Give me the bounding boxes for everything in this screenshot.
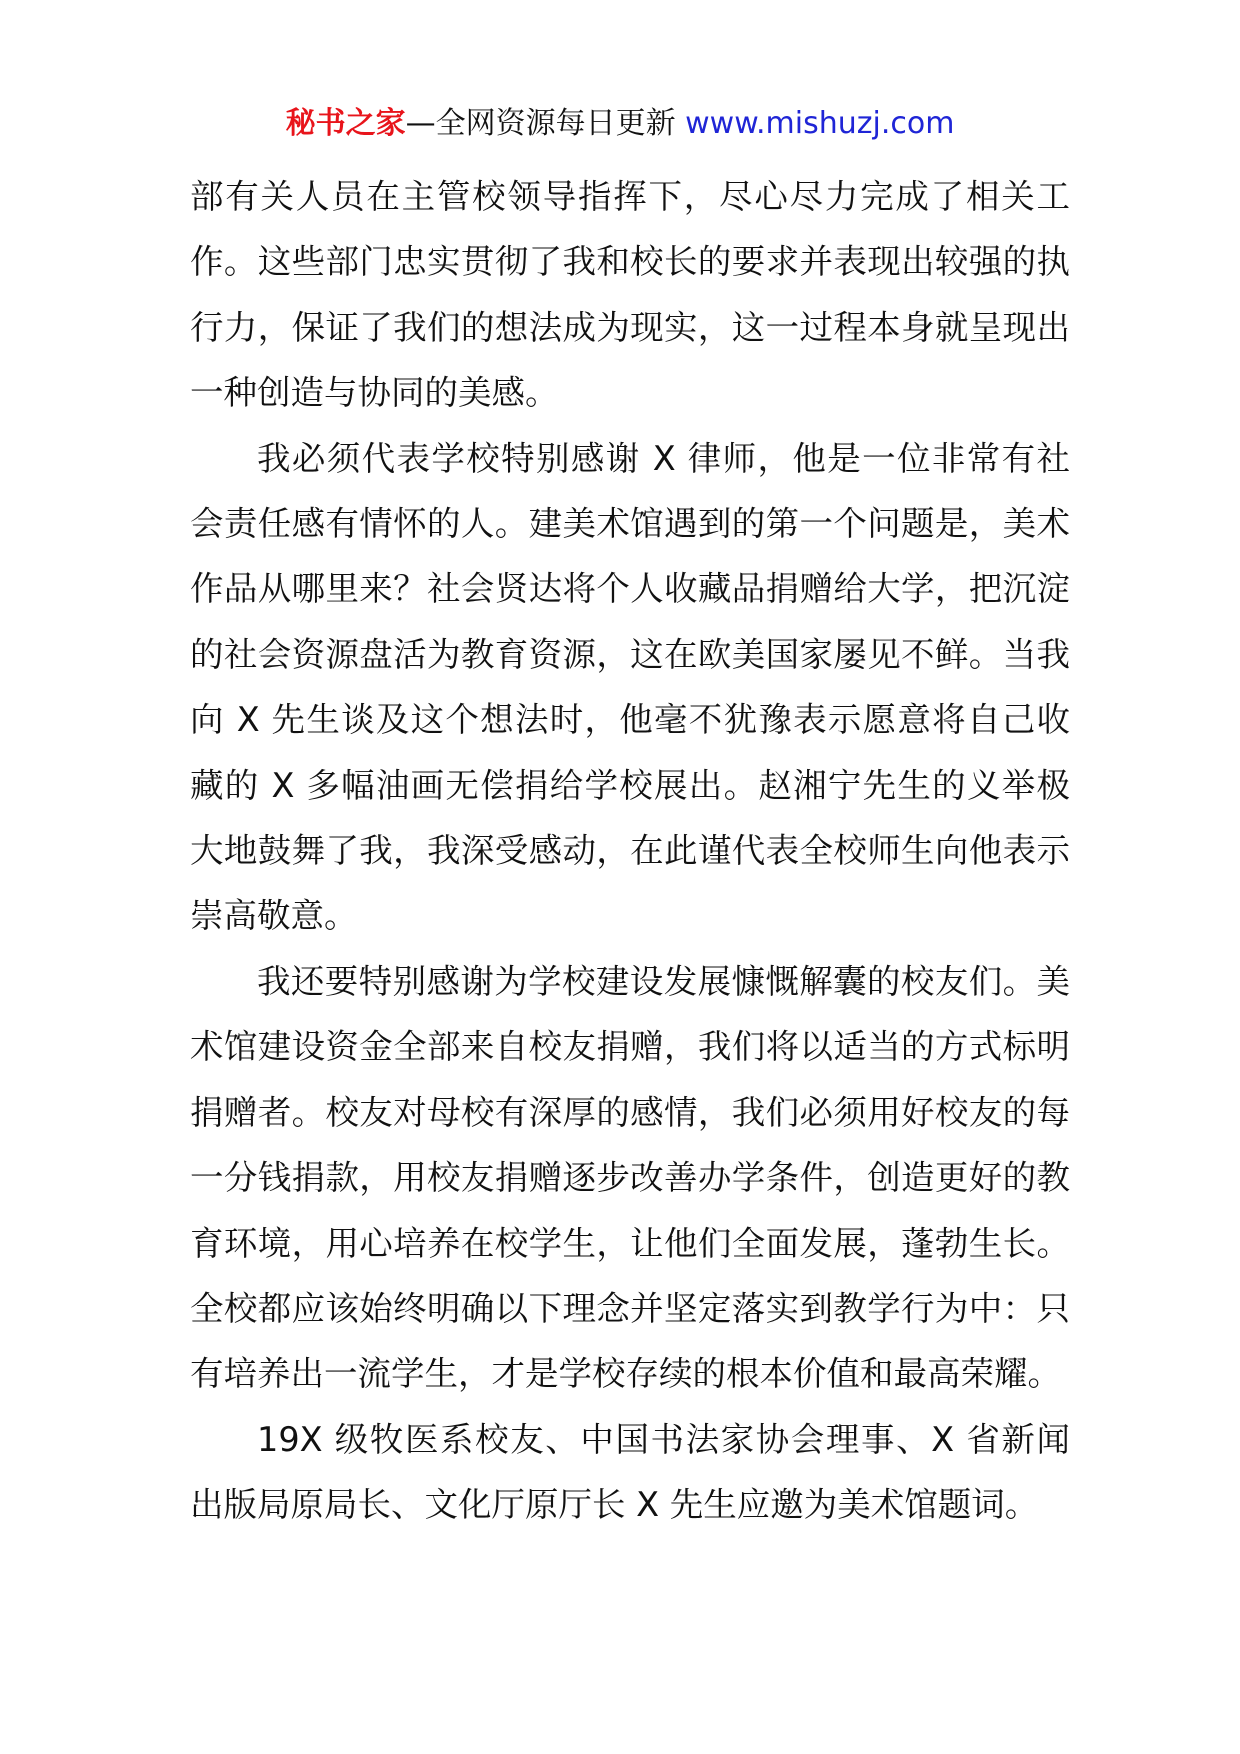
paragraph-3: 我还要特别感谢为学校建设发展慷慨解囊的校友们。美术馆建设资金全部来自校友捐赠，我们将以适当的方式标明捐赠者。校友对母校有深厚的感情，我们必须用好校友的每一分钱捐款，用校友捐赠逐步改善办学条件，创造更好的教育环境，用心培养在校学生，让他们全面发展，蓬勃生长。全校都应该始终明确以下理念并坚定落实到教学行为中：只有培养出一流学生，才是学校存续的根本价值和最高荣耀。 [190,961,1070,1394]
paragraph-1: 部有关人员在主管校领导指挥下，尽心尽力完成了相关工作。这些部门忠实贯彻了我和校长的要求并表现出较强的执行力，保证了我们的想法成为现实，这一过程本身就呈现出一种创造与协同的美感。 [190,177,1070,413]
document-body [190,164,1070,1538]
site-header [0,104,1240,144]
site-url-link[interactable]: www.mishuzj.com [685,106,955,141]
brand-name: 秘书之家 [285,106,406,141]
paragraph-4: 19X 级牧医系校友、中国书法家协会理事、X 省新闻出版局原局长、文化厅原厅长 X 先生应邀为美术馆题词。 [190,1419,1070,1525]
paragraph-2: 我必须代表学校特别感谢 X 律师，他是一位非常有社会责任感有情怀的人。建美术馆遇到的第一个问题是，美术作品从哪里来？社会贤达将个人收藏品捐赠给大学，把沉淀的社会资源盘活为教育资源，这在欧美国家屡见不鲜。当我向 X 先生谈及这个想法时，他毫不犹豫表示愿意将自己收藏的 X 多幅油画无偿捐给学校展出。赵湘宁先生的义举极大地鼓舞了我，我深受感动，在此谨代表全校师生向他表示崇高敬意。 [190,438,1070,936]
header-tagline: —全网资源每日更新 [405,106,676,141]
